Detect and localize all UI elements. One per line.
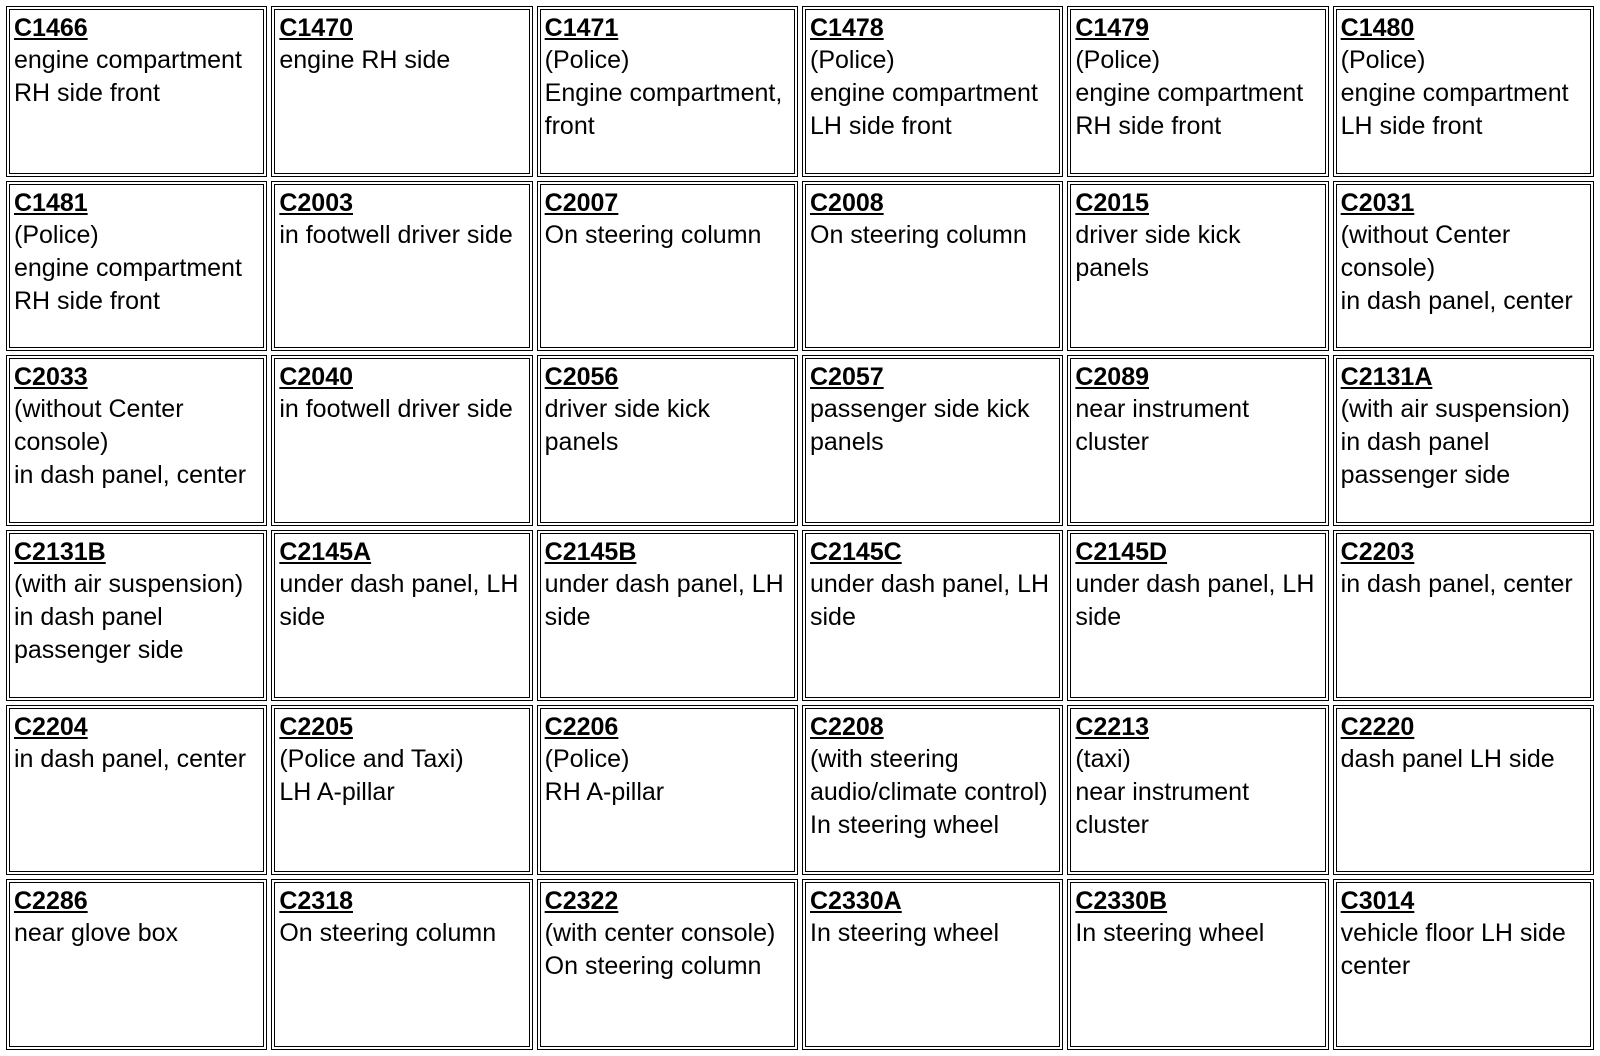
connector-id-link[interactable]: C1481 (14, 188, 88, 217)
connector-id-link[interactable]: C2330B (1075, 887, 1168, 916)
connector-cell (271, 355, 532, 526)
connector-location-text: vehicle floor LH side center (1340, 919, 1566, 981)
connector-location-text: (Police) (544, 744, 630, 773)
connector-location-text: (with air suspension) (1340, 395, 1570, 424)
connector-cell (6, 705, 267, 876)
connector-cell (537, 530, 798, 701)
connector-location-text: in dash panel, center (14, 744, 247, 773)
connector-cell (802, 181, 1063, 352)
connector-cell (1067, 355, 1328, 526)
connector-cell (802, 530, 1063, 701)
connector-location-text: (Police) (1075, 46, 1161, 74)
connector-id-link[interactable]: C2213 (1075, 712, 1149, 741)
connector-location-text: engine compartment LH side front (1340, 79, 1569, 140)
connector-location-text: dash panel LH side (1340, 744, 1555, 773)
connector-location-text: engine RH side (279, 46, 451, 74)
connector-cell (271, 705, 532, 876)
connector-location-text: In steering wheel (810, 810, 1000, 839)
connector-id-link[interactable]: C2318 (279, 887, 353, 916)
connector-id-link[interactable]: C2057 (810, 363, 884, 392)
connector-location-text: (taxi) (1075, 744, 1131, 773)
connector-location-text: LH A-pillar (279, 777, 395, 806)
connector-location-text: under dash panel, LH side (810, 570, 1050, 631)
connector-id-link[interactable]: C2031 (1340, 188, 1415, 217)
connector-id-link[interactable]: C2145B (544, 538, 637, 566)
connector-cell (6, 6, 267, 177)
connector-cell (1333, 181, 1594, 352)
connector-cell (6, 879, 267, 1050)
connector-id-link[interactable]: C2286 (14, 887, 88, 916)
connector-cell (1333, 705, 1594, 876)
connector-cell (1067, 705, 1328, 876)
connector-location-text: (Police) (1340, 46, 1426, 74)
connector-cell (537, 705, 798, 876)
connector-location-text: driver side kick panels (544, 395, 710, 457)
connector-cell (6, 530, 267, 701)
connector-id-link[interactable]: C2145A (279, 538, 372, 566)
connector-id-link[interactable]: C2208 (810, 712, 884, 741)
connector-cell (1333, 355, 1594, 526)
connector-cell (802, 6, 1063, 177)
connector-location-text: engine compartment RH side front (14, 253, 242, 315)
connector-cell (1333, 879, 1594, 1050)
connector-cell (802, 705, 1063, 876)
connector-location-text: in footwell driver side (279, 395, 513, 424)
connector-location-text: (without Center console) (14, 395, 184, 457)
connector-location-text: In steering wheel (1075, 919, 1265, 948)
connector-id-link[interactable]: C2131B (14, 538, 106, 566)
connector-id-link[interactable]: C2089 (1075, 363, 1149, 392)
connector-location-text: under dash panel, LH side (279, 570, 519, 631)
connector-cell (537, 181, 798, 352)
connector-location-text: (with steering audio/climate control) (810, 744, 1048, 806)
connector-location-text: under dash panel, LH side (1075, 570, 1315, 631)
connector-cell (271, 181, 532, 352)
connector-cell (1067, 6, 1328, 177)
connector-cell (1067, 530, 1328, 701)
connector-location-text: in dash panel passenger side (1340, 428, 1511, 490)
connector-id-link[interactable]: C2220 (1340, 712, 1415, 741)
connector-location-text: passenger side kick panels (810, 395, 1030, 457)
connector-id-link[interactable]: C2203 (1340, 538, 1415, 566)
connector-location-text: engine compartment RH side front (14, 46, 242, 107)
connector-id-link[interactable]: C2015 (1075, 188, 1149, 217)
connector-id-link[interactable]: C1466 (14, 14, 88, 42)
connector-cell (537, 355, 798, 526)
connector-location-text: near instrument cluster (1075, 777, 1250, 839)
connector-cell (1067, 181, 1328, 352)
connector-id-link[interactable]: C2205 (279, 712, 353, 741)
connector-location-text: (Police) (810, 46, 895, 74)
connector-id-link[interactable]: C1478 (810, 14, 884, 42)
connector-cell (1067, 879, 1328, 1050)
connector-id-link[interactable]: C2131A (1340, 363, 1433, 392)
connector-location-text: (without Center console) (1340, 220, 1511, 282)
connector-id-link[interactable]: C2003 (279, 188, 353, 217)
connector-location-text: near glove box (14, 919, 179, 948)
connector-location-text: in dash panel, center (14, 461, 247, 490)
connector-id-link[interactable]: C2008 (810, 188, 884, 217)
connector-id-link[interactable]: C1479 (1075, 14, 1149, 42)
connector-id-link[interactable]: C1480 (1340, 14, 1415, 42)
connector-location-text: under dash panel, LH side (544, 570, 784, 631)
connector-location-text: (Police) (14, 220, 99, 249)
connector-location-text: in dash panel, center (1340, 570, 1573, 598)
connector-id-link[interactable]: C2145C (810, 538, 902, 566)
connector-id-link[interactable]: C2330A (810, 887, 902, 916)
connector-id-link[interactable]: C1470 (279, 14, 353, 42)
connector-cell (1333, 6, 1594, 177)
connector-location-text: (with air suspension) (14, 570, 244, 598)
connector-location-text: On steering column (544, 952, 762, 981)
connector-cell (271, 879, 532, 1050)
connector-cell (271, 6, 532, 177)
connector-cell (6, 355, 267, 526)
connector-location-text: On steering column (279, 919, 497, 948)
connector-location-text: On steering column (544, 220, 762, 249)
connector-location-text: in footwell driver side (279, 220, 513, 249)
connector-id-link[interactable]: C3014 (1340, 887, 1415, 916)
connector-location-text: in dash panel, center (1340, 286, 1573, 315)
connector-location-table (6, 6, 1594, 1050)
connector-location-text: driver side kick panels (1075, 220, 1241, 282)
connector-id-link[interactable]: C2322 (544, 887, 619, 916)
connector-id-link[interactable]: C2204 (14, 712, 88, 741)
connector-location-text: RH A-pillar (544, 777, 665, 806)
connector-location-text: near instrument cluster (1075, 395, 1250, 457)
connector-id-link[interactable]: C2056 (544, 363, 619, 392)
connector-cell (802, 355, 1063, 526)
connector-location-text: engine compartment RH side front (1075, 79, 1304, 140)
connector-id-link[interactable]: C2145D (1075, 538, 1168, 566)
connector-id-link[interactable]: C2040 (279, 363, 353, 392)
connector-location-text: engine compartment LH side front (810, 79, 1038, 140)
connector-location-text: Engine compartment, front (544, 79, 783, 140)
connector-location-text: On steering column (810, 220, 1027, 249)
connector-location-text: (with center console) (544, 919, 776, 948)
connector-cell (802, 879, 1063, 1050)
connector-id-link[interactable]: C2007 (544, 188, 619, 217)
connector-location-text: in dash panel passenger side (14, 603, 184, 664)
connector-id-link[interactable]: C2206 (544, 712, 619, 741)
connector-cell (271, 530, 532, 701)
connector-location-text: (Police) (544, 46, 630, 74)
connector-cell (6, 181, 267, 352)
connector-cell (537, 6, 798, 177)
connector-id-link[interactable]: C2033 (14, 363, 88, 392)
connector-location-text: In steering wheel (810, 919, 1000, 948)
connector-id-link[interactable]: C1471 (544, 14, 619, 42)
connector-location-text: (Police and Taxi) (279, 744, 464, 773)
connector-cell (1333, 530, 1594, 701)
connector-cell (537, 879, 798, 1050)
